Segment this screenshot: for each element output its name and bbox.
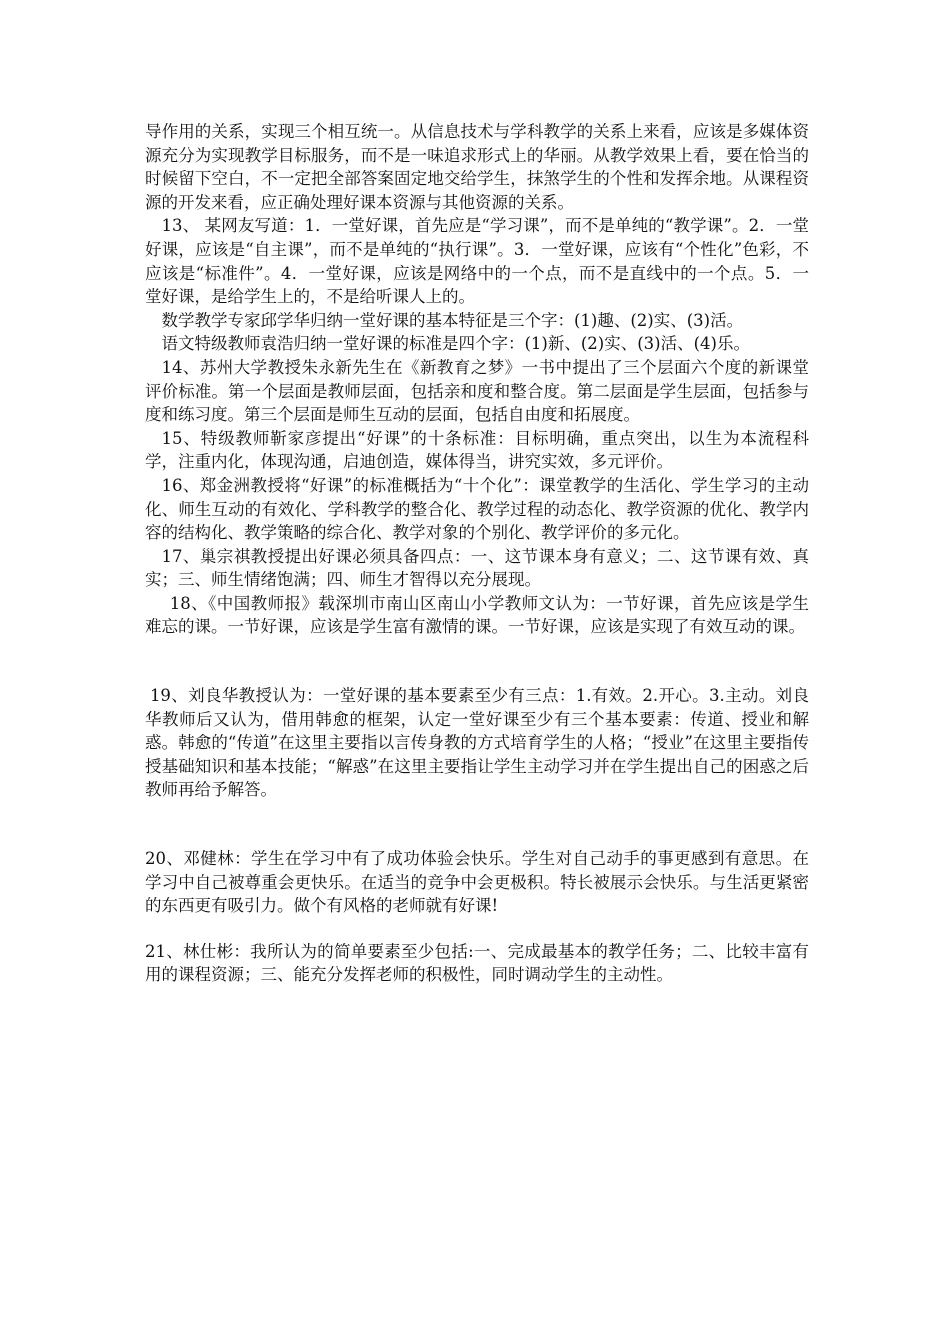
- paragraph-13-chinese: 语文特级教师袁浩归纳一堂好课的标准是四个字：(1)新、(2)实、(3)活、(4)乐。: [161, 334, 750, 354]
- paragraph-intro: 导作用的关系，实现三个相互统一。从信息技术与学科教学的关系上来看，应该是多媒体资源充分为实现教学目标服务，而不是一味追求形式上的华丽。从教学效果上看，要在恰当的时候留下空白，不一定把全部答案固定地交给学生，抹煞学生的个性和发挥余地。从课程资源的开发来看，应正确处理好课本资源与其他资源的关系。: [145, 122, 809, 212]
- paragraph-18: 18、《中国教师报》载深圳市南山区南山小学教师文认为：一节好课，首先应该是学生难忘的课。一节好课，应该是学生富有激情的课。一节好课，应该是实现了有效互动的课。: [145, 593, 809, 637]
- paragraph-17: 17、巢宗祺教授提出好课必须具备四点：一、这节课本身有意义；二、这节课有效、真实；三、师生情绪饱满；四、师生才智得以充分展现。: [145, 546, 809, 590]
- paragraph-16: 16、郑金洲教授将“好课”的标准概括为“十个化”：课堂教学的生活化、学生学习的主动化、师生互动的有效化、学科教学的整合化、教学过程的动态化、教学资源的优化、教学内容的结构化、教学策略的综合化、教学对象的个别化、教学评价的多元化。: [145, 475, 809, 543]
- paragraph-spacer: [145, 639, 809, 684]
- paragraph-13: 13、 某网友写道：1．一堂好课，首先应是“学习课”，而不是单纯的“教学课”。2．一堂好课，应该是“自主课”，而不是单纯的“执行课”。3．一堂好课，应该有“个性化”色彩，不应该是“标准件”。4．一堂好课，应该是网络中的一个点，而不是直线中的一个点。5．一堂好课，是给学生上的，不是给听课人上的。: [145, 216, 809, 307]
- paragraph-spacer: [145, 802, 809, 847]
- paragraph-21: 21、林仕彬：我所认为的简单要素至少包括:一、完成最基本的教学任务；二、比较丰富有用的课程资源；三、能充分发挥老师的积极性，同时调动学生的主动性。: [145, 941, 809, 985]
- paragraph-13-math: 数学教学专家邱学华归纳一堂好课的基本特征是三个字：(1)趣、(2)实、(3)活。: [161, 310, 744, 330]
- document-page: [145, 120, 809, 987]
- paragraph-14: 14、苏州大学教授朱永新先生在《新教育之梦》一书中提出了三个层面六个度的新课堂评价标准。第一个层面是教师层面，包括亲和度和整合度。第二层面是学生层面，包括参与度和练习度。第三个层面是师生互动的层面，包括自由度和拓展度。: [145, 357, 809, 425]
- paragraph-19: 19、刘良华教授认为：一堂好课的基本要素至少有三点：1.有效。2.开心。3.主动。刘良华教师后又认为，借用韩愈的框架，认定一堂好课至少有三个基本要素：传道、授业和解惑。韩愈的“传道”在这里主要指以言传身教的方式培育学生的人格；“授业”在这里主要指传授基础知识和基本技能；“解惑”在这里主要指让学生主动学习并在学生提出自己的困惑之后教师再给予解答。: [145, 686, 809, 800]
- paragraph-15: 15、特级教师靳家彦提出“好课”的十条标准：目标明确，重点突出，以生为本流程科学，注重内化，体现沟通，启迪创造，媒体得当，讲究实效，多元评价。: [145, 428, 809, 472]
- paragraph-20: 20、邓健林：学生在学习中有了成功体验会快乐。学生对自己动手的事更感到有意思。在学习中自己被尊重会更快乐。在适当的竞争中会更极积。特长被展示会快乐。与生活更紧密的东西更有吸引力。做个有风格的老师就有好课!: [145, 849, 809, 916]
- paragraph-spacer: [145, 918, 809, 940]
